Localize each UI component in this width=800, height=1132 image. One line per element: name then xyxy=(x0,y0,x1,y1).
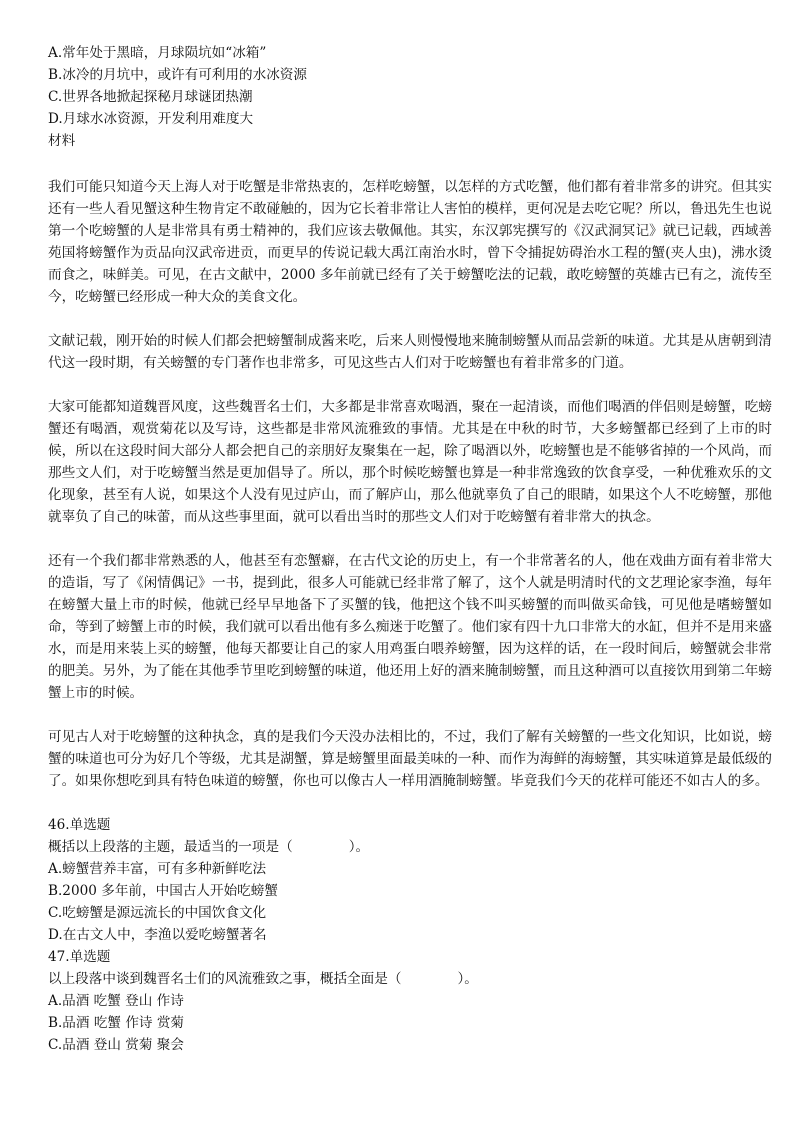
option-c[interactable]: C.吃螃蟹是源远流长的中国饮食文化 xyxy=(48,905,267,921)
paragraph-2: 文献记载，刚开始的时候人们都会把螃蟹制成酱来吃，后来人则慢慢地来腌制螃蟹从而品尝新的味道。尤其是从唐朝到清代这一段时期，有关螃蟹的专门著作也非常多，可见这些古人们对于吃螃蟹也有着非常多的门道。 xyxy=(48,333,772,371)
paragraph-4: 还有一个我们都非常熟悉的人，他甚至有恋蟹癖，在古代文论的历史上，有一个非常著名的人，他在戏曲方面有着非常大的造诣，写了《闲情偶记》一书，提到此，很多人可能就已经非常了解了，这个人就是明清时代的文艺理论家李渔，每年在螃蟹大量上市的时候，他就已经早早地备下了买蟹的钱，他把这个钱不叫买螃蟹的而叫做买命钱，可见他是嗜螃蟹如命，等到了螃蟹上市的时候，我们就可以看出他有多么痴迷于吃蟹了。他们家有四十九口非常大的水缸，但并不是用来盛水，而是用来装上买的螃蟹，他每天都要让自己的家人用鸡蛋白喂养螃蟹，因为这样的话，在一段时间后，螃蟹就会非常的肥美。另外，为了能在其他季节里吃到螃蟹的味道，他还用上好的酒来腌制螃蟹，而且这种酒可以直接饮用到第二年螃蟹上市的时候。 xyxy=(48,553,772,701)
option-b[interactable]: B.品酒 吃蟹 作诗 赏菊 xyxy=(48,1015,185,1031)
question-stem: 以上段落中谈到魏晋名士们的风流雅致之事，概括全面是（ ）。 xyxy=(48,971,478,987)
option-d[interactable]: D.在古文人中，李渔以爱吃螃蟹著名 xyxy=(48,927,267,943)
question-number: 47.单选题 xyxy=(48,949,111,965)
option-c[interactable]: C.品酒 登山 赏菊 聚会 xyxy=(48,1037,184,1053)
question-number: 46.单选题 xyxy=(48,817,111,833)
document-page xyxy=(48,42,772,1056)
question-46 xyxy=(48,814,772,946)
previous-question-options xyxy=(48,42,772,130)
option-b[interactable]: B.2000 多年前，中国古人开始吃螃蟹 xyxy=(48,883,278,899)
paragraph-5: 可见古人对于吃螃蟹的这种执念，真的是我们今天没办法相比的，不过，我们了解有关螃蟹的一些文化知识，比如说，螃蟹的味道也可分为好几个等级，尤其是湖蟹，算是螃蟹里面最美味的一种、而作为海鲜的海螃蟹，其实味道算是最低级的了。如果你想吃到具有特色味道的螃蟹，你也可以像古人一样用酒腌制螃蟹。毕竟我们今天的花样可能还不如古人的多。 xyxy=(48,729,772,789)
question-stem: 概括以上段落的主题，最适当的一项是（ ）。 xyxy=(48,839,370,855)
option-a[interactable]: A.螃蟹营养丰富，可有多种新鲜吃法 xyxy=(48,861,267,877)
option-d: D.月球水冰资源，开发利用难度大 xyxy=(48,111,254,127)
option-a[interactable]: A.品酒 吃蟹 登山 作诗 xyxy=(48,993,184,1009)
paragraph-3: 大家可能都知道魏晋风度，这些魏晋名士们，大多都是非常喜欢喝酒，聚在一起清谈，而他们喝酒的伴侣则是螃蟹，吃螃蟹还有喝酒，观赏菊花以及写诗，这些都是非常风流雅致的事情。尤其是在中秋的时节，大多螃蟹都已经到了上市的时候，所以在这段时间大部分人都会把自己的亲朋好友聚集在一起，除了喝酒以外，吃螃蟹也是不能够省掉的一个风尚，而那些文人们，对于吃螃蟹当然是更加倡导了。所以，那个时候吃螃蟹也算是一种非常逸致的饮食享受，一种优雅欢乐的文化现象，甚至有人说，如果这个人没有见过庐山，而了解庐山，那么他就辜负了自己的眼睛，如果这个人不吃螃蟹，那他就辜负了自己的味蕾，而从这些事里面，就可以看出当时的那些文人们对于吃螃蟹有着非常大的执念。 xyxy=(48,399,772,525)
option-c: C.世界各地掀起探秘月球谜团热潮 xyxy=(48,89,253,105)
option-b: B.冰冷的月坑中，或许有可利用的水冰资源 xyxy=(48,67,307,83)
question-47 xyxy=(48,946,772,1056)
option-a: A.常年处于黑暗，月球陨坑如“冰箱” xyxy=(48,45,267,61)
paragraph-1: 我们可能只知道今天上海人对于吃蟹是非常热衷的，怎样吃螃蟹，以怎样的方式吃蟹，他们都有着非常多的讲究。但其实还有一些人看见蟹这种生物肯定不敢碰触的，因为它长着非常让人害怕的模样，更何况是去吃它呢？所以，鲁迅先生也说第一个吃螃蟹的人是非常具有勇士精神的，我们应该去敬佩他。其实，东汉郭宪撰写的《汉武洞冥记》就已记载，西域善苑国将螃蟹作为贡品向汉武帝进贡，而更早的传说记载大禹江南治水时，曾下令捕捉妨碍治水工程的蟹(夹人虫)，沸水烫而食之，味鲜美。可见，在古文献中，2000 多年前就已经有了关于螃蟹吃法的记载，敢吃螃蟹的英雄古已有之，流传至今，吃螃蟹已经形成一种大众的美食文化。 xyxy=(48,179,772,305)
material-label: 材料 xyxy=(48,133,76,149)
